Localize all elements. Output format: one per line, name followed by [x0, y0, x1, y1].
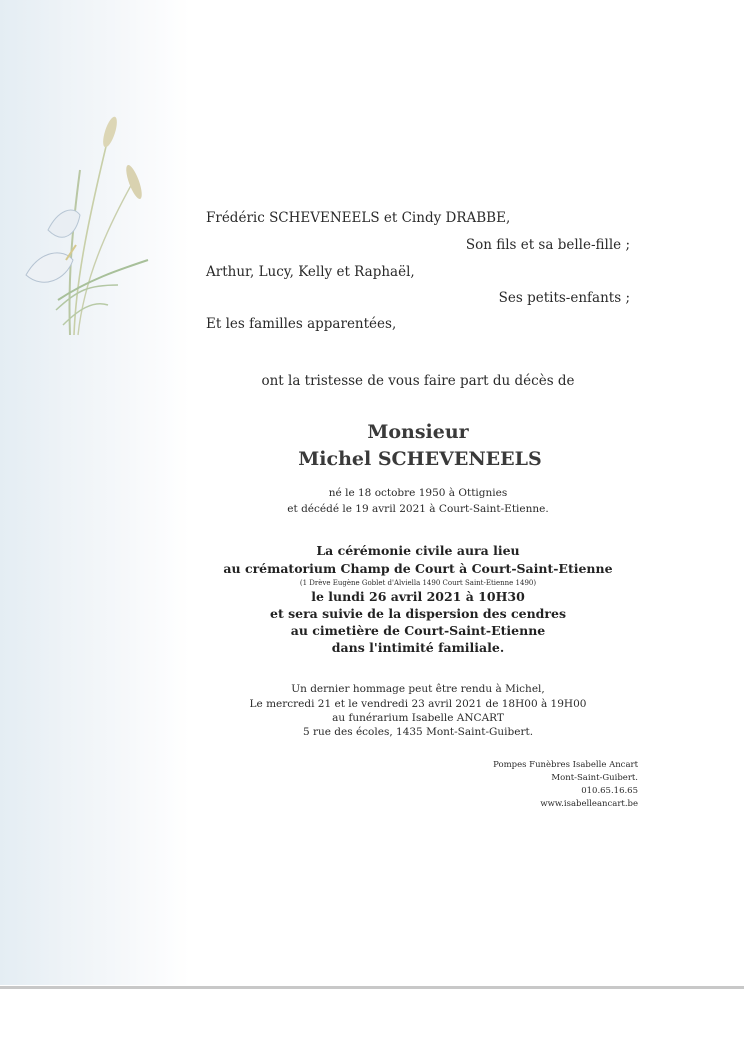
family-line-relatives: Et les familles apparentées,: [206, 316, 397, 332]
page-bottom-divider: [0, 986, 744, 989]
family-line-grandchildren: Arthur, Lucy, Kelly et Raphaël,: [206, 264, 415, 280]
birth-info: né le 18 octobre 1950 à Ottignies: [328, 487, 508, 499]
death-info: et décédé le 19 avril 2021 à Court-Saint-Etienne.: [287, 503, 549, 515]
funeral-home-city: Mont-Saint-Guibert.: [551, 773, 638, 783]
family-relation-son: Son fils et sa belle-fille ;: [465, 237, 630, 253]
ceremony-date: le lundi 26 avril 2021 à 10H30: [311, 589, 525, 604]
funeral-home-phone: 010.65.16.65: [581, 786, 638, 796]
ceremony-line-1: La cérémonie civile aura lieu: [316, 543, 520, 558]
ceremony-address: (1 Drève Eugène Goblet d'Alviella 1490 Court Saint-Etienne 1490): [299, 579, 537, 587]
announcement-text: ont la tristesse de vous faire part du décès de: [261, 373, 575, 389]
family-relation-grandchildren: Ses petits-enfants ;: [498, 290, 630, 306]
tribute-line-4: 5 rue des écoles, 1435 Mont-Saint-Guibert.: [302, 726, 534, 738]
ceremony-line-6: dans l'intimité familiale.: [331, 640, 505, 655]
family-line-son: Frédéric SCHEVENEELS et Cindy DRABBE,: [206, 210, 511, 226]
tribute-line-3: au funérarium Isabelle ANCART: [332, 712, 504, 724]
funeral-home-website: www.isabelleancart.be: [540, 799, 638, 809]
ceremony-line-4: et sera suivie de la dispersion des cendres: [270, 606, 566, 621]
deceased-title: Monsieur: [367, 421, 469, 443]
ceremony-line-2: au crématorium Champ de Court à Court-Saint-Etienne: [223, 561, 613, 576]
tribute-line-2: Le mercredi 21 et le vendredi 23 avril 2021 de 18H00 à 19H00: [249, 698, 587, 710]
deceased-name: Michel SCHEVENEELS: [298, 448, 542, 470]
ceremony-line-5: au cimetière de Court-Saint-Etienne: [290, 623, 546, 638]
tribute-line-1: Un dernier hommage peut être rendu à Michel,: [291, 683, 545, 695]
calla-lily-wheat-illustration: [18, 110, 158, 340]
funeral-home-name: Pompes Funèbres Isabelle Ancart: [493, 760, 638, 770]
